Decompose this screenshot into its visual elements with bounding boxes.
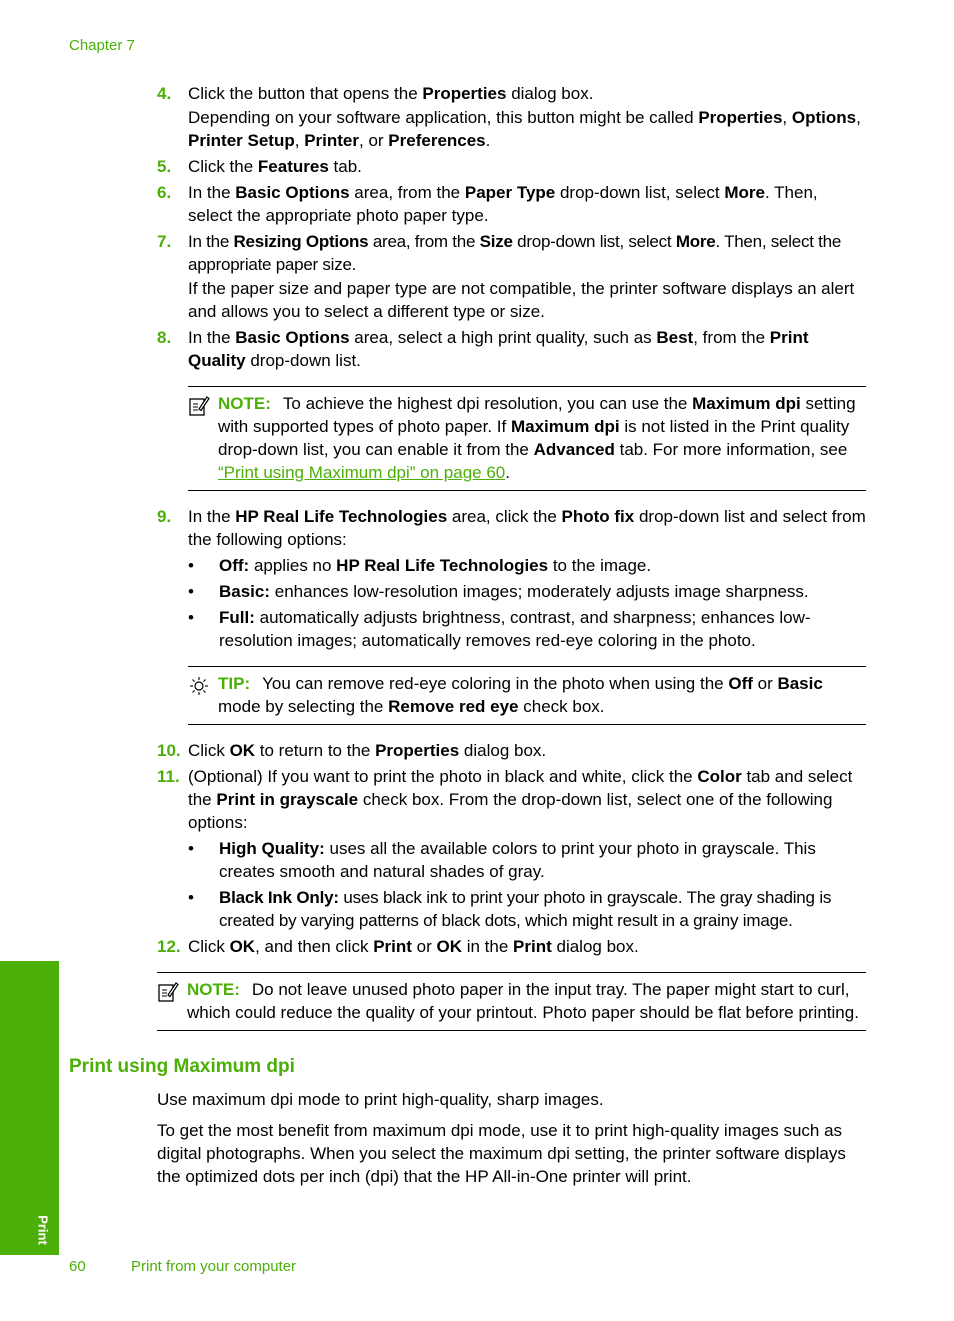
step-7 [157, 230, 866, 323]
note-box: NOTE: To achieve the highest dpi resolution, you can use the Maximum dpi setting with supported types of photo paper. If Maximum dpi is not listed in the Print quality drop-down list, you can enable it from the Advanced tab. For more information, see “Print using Maximum dpi” on page 60. [188, 386, 866, 491]
step-5 [157, 155, 866, 178]
step-text: Click OK, and then click Print or OK in the Print dialog box. [188, 937, 639, 956]
step-12 [157, 935, 866, 958]
lightbulb-icon [188, 675, 210, 697]
step-text: In the Basic Options area, select a high print quality, such as Best, from the Print Quality drop-down list. [188, 328, 809, 370]
step-text: Click the button that opens the Properties dialog box. [188, 84, 594, 103]
bullet-item: • Black Ink Only: uses black ink to print your photo in grayscale. The gray shading is created by varying patterns of black dots, which might result in a grainy image. [188, 888, 832, 930]
step-number: 7. [157, 232, 172, 251]
bullet-item: • High Quality: uses all the available colors to print your photo in grayscale. This creates smooth and natural shades of gray. [188, 839, 816, 881]
step-subtext: Depending on your software application, this button might be called Properties, Options, Printer Setup, Printer, or Preferences. [188, 108, 861, 150]
step-number: 8. [157, 328, 172, 347]
step-text: In the Basic Options area, from the Paper Type drop-down list, select More. Then, select the appropriate photo paper type. [188, 183, 818, 225]
footer-title: Print from your computer [131, 1258, 297, 1275]
note-label: NOTE: [218, 394, 271, 413]
bullet-item: • Basic: enhances low-resolution images; moderately adjusts image sharpness. [188, 582, 809, 601]
step-4 [157, 82, 866, 152]
chapter-tab [0, 961, 59, 1255]
step-6 [157, 181, 866, 227]
chapter-tab-label: Print [35, 1215, 51, 1245]
step-number: 12. [157, 937, 181, 956]
step-number: 6. [157, 183, 172, 202]
step-text: (Optional) If you want to print the photo in black and white, click the Color tab and select the Print in grayscale check box. From the drop-down list, select one of the following options: [188, 767, 853, 832]
note-label: NOTE: [187, 980, 240, 999]
cross-reference-link[interactable]: “Print using Maximum dpi” on page 60 [218, 463, 506, 482]
step-text: Click OK to return to the Properties dialog box. [188, 741, 547, 760]
note-pencil-icon [188, 395, 210, 417]
chapter-label: Chapter 7 [69, 37, 135, 54]
paragraph: To get the most benefit from maximum dpi mode, use it to print high-quality images such as digital photographs. When you select the maximum dpi setting, the printer software displays the optimized dots per inch (dpi) that the HP All-in-One printer will print. [157, 1121, 846, 1186]
step-text: In the HP Real Life Technologies area, click the Photo fix drop-down list and select from the following options: [188, 507, 866, 549]
bullet-item: • Off: applies no HP Real Life Technologies to the image. [188, 556, 652, 575]
page-number: 60 [69, 1258, 86, 1275]
section-body [157, 1088, 866, 1196]
note-pencil-icon [157, 981, 179, 1003]
step-number: 9. [157, 507, 172, 526]
step-text: In the Resizing Options area, from the Size drop-down list, select More. Then, select the appropriate paper size. [188, 232, 842, 274]
bullet-item: • Full: automatically adjusts brightness, contrast, and sharpness; enhances low-resolution images; automatically removes red-eye coloring in the photo. [188, 608, 811, 650]
tip-box: TIP: You can remove red-eye coloring in the photo when using the Off or Basic mode by selecting the Remove red eye check box. [188, 666, 866, 725]
note-box: NOTE: Do not leave unused photo paper in the input tray. The paper might start to curl, which could reduce the quality of your printout. Photo paper should be flat before printing. [157, 972, 866, 1031]
step-9 [157, 505, 866, 652]
step-10 [157, 739, 866, 762]
step-number: 10. [157, 741, 181, 760]
instructions [157, 82, 866, 1045]
step-number: 5. [157, 157, 172, 176]
step-11 [157, 765, 866, 932]
step-8 [157, 326, 866, 372]
step-text: Click the Features tab. [188, 157, 362, 176]
step-number: 11. [157, 767, 180, 786]
step-number: 4. [157, 84, 172, 103]
tip-label: TIP: [218, 674, 251, 693]
section-title: Print using Maximum dpi [69, 1056, 295, 1077]
paragraph: Use maximum dpi mode to print high-quality, sharp images. [157, 1090, 604, 1109]
step-subtext: If the paper size and paper type are not compatible, the printer software displays an alert and allows you to select a different type or size. [188, 279, 855, 321]
